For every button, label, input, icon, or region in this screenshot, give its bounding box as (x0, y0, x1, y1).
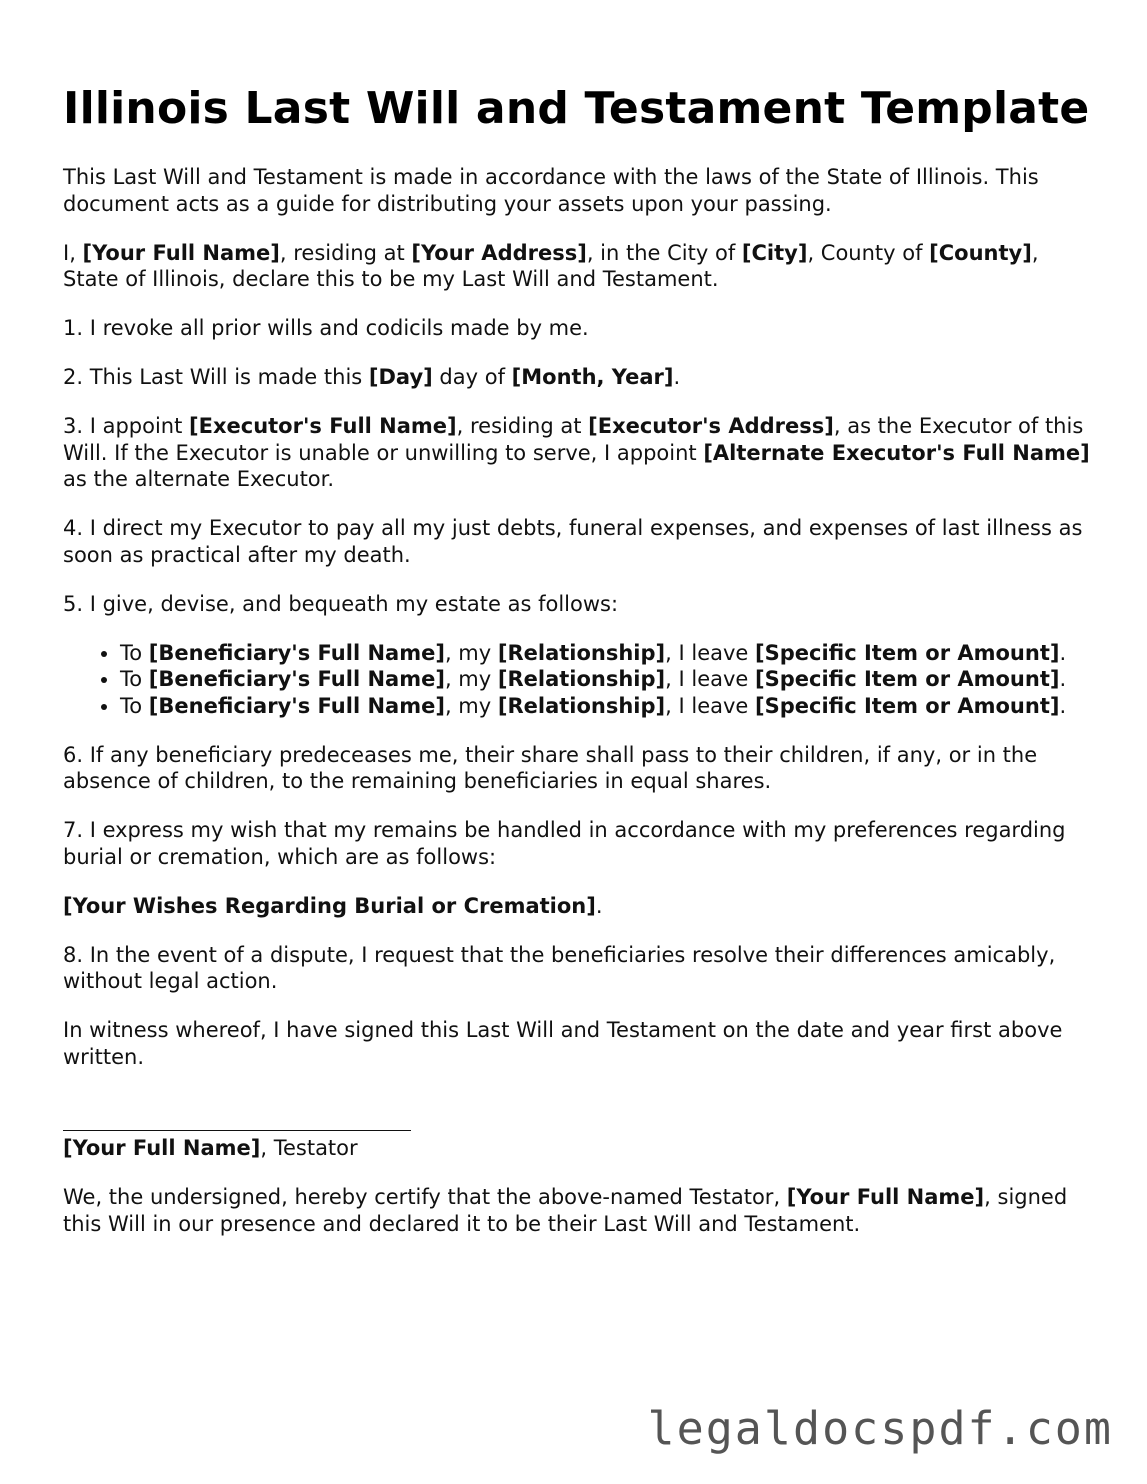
placeholder-relationship: [Relationship] (497, 693, 666, 718)
placeholder-executor-address: [Executor's Address] (588, 414, 834, 438)
placeholder-relationship: [Relationship] (497, 640, 666, 665)
text: , signed this Will in our presence and declared it to be their Last Will and Testament. (63, 1185, 1068, 1236)
text: , I leave (665, 640, 756, 665)
placeholder-beneficiary: [Beneficiary's Full Name] (148, 640, 445, 665)
text: , residing at (279, 240, 412, 265)
placeholder-executor-name: [Executor's Full Name] (189, 414, 457, 438)
text: I, (63, 240, 83, 265)
list-item (120, 640, 1093, 667)
text: , Testator (260, 1136, 358, 1160)
signature-line[interactable] (63, 1106, 411, 1131)
text: To (120, 640, 149, 665)
text: , in the City of (586, 240, 742, 265)
text: . (1059, 640, 1067, 665)
text: , residing at (456, 414, 589, 438)
placeholder-full-name: [Your Full Name] (786, 1185, 985, 1209)
placeholder-address: [Your Address] (411, 240, 587, 265)
placeholder-city: [City] (741, 240, 808, 265)
clause-4: 4. I direct my Executor to pay all my just debts, funeral expenses, and expenses of last illness as soon as practical after my death. (63, 516, 1083, 567)
signature-block (63, 1106, 1093, 1162)
text: , my (444, 667, 498, 691)
clause-7: 7. I express my wish that my remains be handled in accordance with my preferences regarding burial or cremation, which are as follows: (63, 818, 1066, 869)
text: , my (444, 640, 498, 665)
clause-5: 5. I give, devise, and bequeath my estate as follows: (63, 591, 619, 616)
document-page (63, 82, 1093, 1260)
list-item (120, 666, 1093, 693)
text: . (1059, 693, 1067, 718)
clause-6: 6. If any beneficiary predeceases me, their share shall pass to their children, if any, or in the absence of children, to the remaining beneficiaries in equal shares. (63, 742, 1038, 793)
signature-caption (63, 1135, 1093, 1162)
certification-paragraph (63, 1184, 1093, 1237)
text: , County of (807, 240, 930, 265)
placeholder-month-year: [Month, Year] (511, 365, 674, 389)
text: , State of Illinois, declare this to be my Last Will and Testament. (63, 240, 1039, 291)
text: 3. I appoint (63, 414, 190, 438)
text: , as the Executor of this Will. If the Executor is unable or unwilling to serve, I appoint (63, 414, 1084, 465)
placeholder-day: [Day] (368, 365, 433, 389)
text: We, the undersigned, hereby certify that the above-named Testator, (63, 1185, 787, 1209)
clause-8: 8. In the event of a dispute, I request that the beneficiaries resolve their differences amicably, without legal action. (63, 942, 1056, 993)
placeholder-burial-wishes: [Your Wishes Regarding Burial or Cremation] (63, 893, 596, 918)
declaration-paragraph (63, 240, 1093, 293)
list-item (120, 693, 1093, 720)
text: , I leave (665, 693, 756, 718)
text: . (1059, 667, 1067, 691)
clause-2 (63, 364, 1093, 391)
text: . (595, 893, 603, 918)
text: To (120, 693, 149, 718)
placeholder-full-name: [Your Full Name] (82, 240, 280, 265)
watermark: legaldocspdf.com (647, 1402, 1113, 1455)
clause-3 (63, 413, 1093, 493)
placeholder-alternate-executor: [Alternate Executor's Full Name] (703, 440, 1090, 465)
witness-statement: In witness whereof, I have signed this Last Will and Testament on the date and year first above written. (63, 1018, 1063, 1069)
text: To (120, 667, 149, 691)
placeholder-relationship: [Relationship] (497, 667, 666, 691)
burial-wishes (63, 893, 1093, 920)
placeholder-testator-name: [Your Full Name] (63, 1136, 261, 1160)
placeholder-item: [Specific Item or Amount] (755, 640, 1060, 665)
clause-1: 1. I revoke all prior wills and codicils made by me. (63, 316, 589, 340)
text: 2. This Last Will is made this (63, 365, 369, 389)
intro-paragraph: This Last Will and Testament is made in accordance with the laws of the State of Illinois. This document acts as a guide for distributing your assets upon your passing. (63, 165, 1039, 216)
text: , I leave (665, 667, 756, 691)
bequest-list (63, 640, 1093, 720)
placeholder-beneficiary: [Beneficiary's Full Name] (148, 667, 445, 691)
page-title: Illinois Last Will and Testament Template (63, 83, 1090, 134)
text: day of (432, 365, 512, 389)
placeholder-item: [Specific Item or Amount] (755, 693, 1060, 718)
text: . (673, 365, 681, 389)
placeholder-item: [Specific Item or Amount] (755, 667, 1060, 691)
placeholder-county: [County] (929, 240, 1032, 265)
text: as the alternate Executor. (63, 467, 335, 491)
placeholder-beneficiary: [Beneficiary's Full Name] (148, 693, 445, 718)
text: , my (444, 693, 498, 718)
